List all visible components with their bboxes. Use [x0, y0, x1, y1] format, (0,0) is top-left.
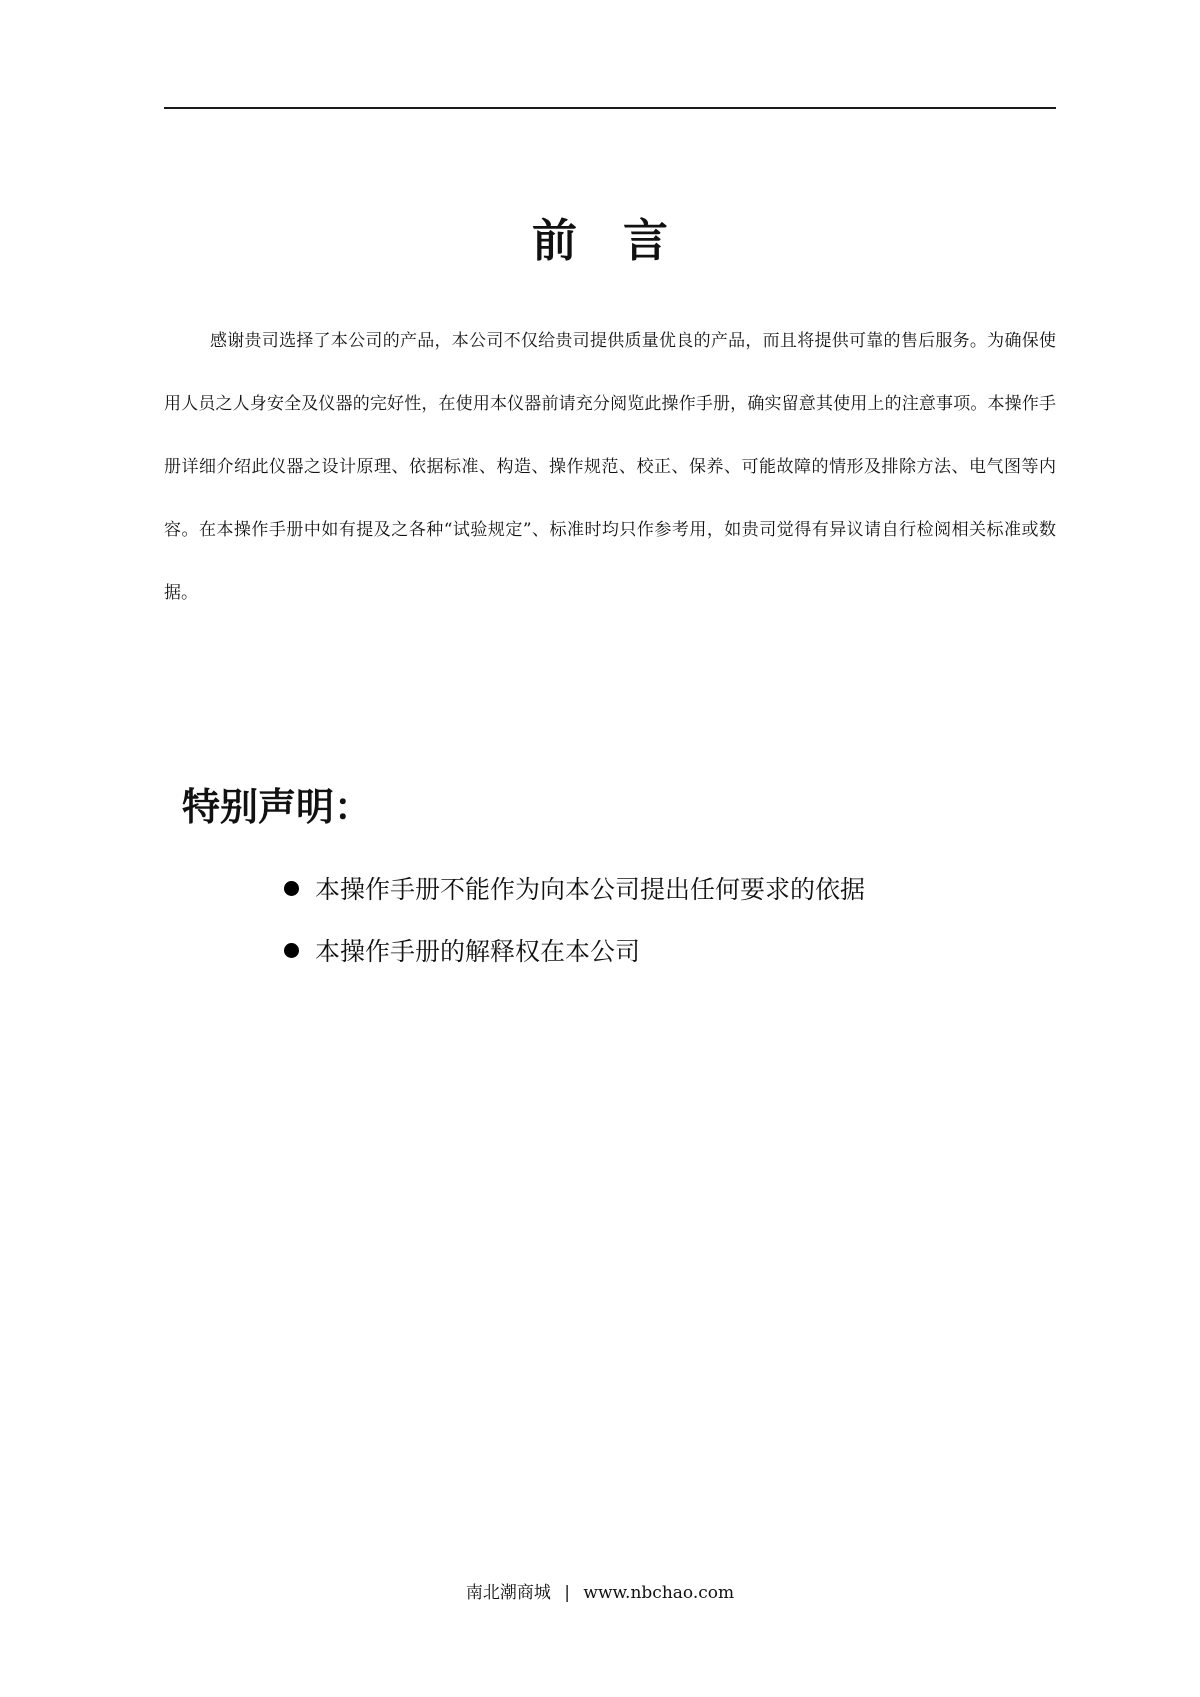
special-statement-list — [284, 857, 865, 981]
page-title: 前言 — [531, 214, 714, 267]
list-item — [284, 919, 865, 981]
preface-paragraph: 感谢贵司选择了本公司的产品，本公司不仅给贵司提供质量优良的产品，而且将提供可靠的售后服务。为确保使用人员之人身安全及仪器的完好性，在使用本仪器前请充分阅览此操作手册，确实留意其使用上的注意事项。本操作手册详细介绍此仪器之设计原理、依据标准、构造、操作规范、校正、保养、可能故障的情形及排除方法、电气图等内容。在本操作手册中如有提及之各种“试验规定”、标准时均只作参考用，如贵司觉得有异议请自行检阅相关标准或数据。 — [164, 331, 1056, 603]
bullet-icon — [284, 943, 299, 958]
header-rule — [164, 107, 1056, 109]
special-statement-heading: 特别声明： — [182, 785, 373, 829]
footer-separator: | — [564, 1583, 571, 1603]
statement-text: 本操作手册不能作为向本公司提出任何要求的依据 — [315, 875, 866, 904]
bullet-icon — [284, 881, 299, 896]
list-item — [284, 857, 865, 919]
footer-url[interactable]: www.nbchao.com — [583, 1583, 735, 1603]
page-footer — [0, 1578, 1200, 1608]
statement-text: 本操作手册的解释权在本公司 — [315, 937, 641, 966]
footer-brand: 南北潮商城 — [465, 1583, 551, 1603]
